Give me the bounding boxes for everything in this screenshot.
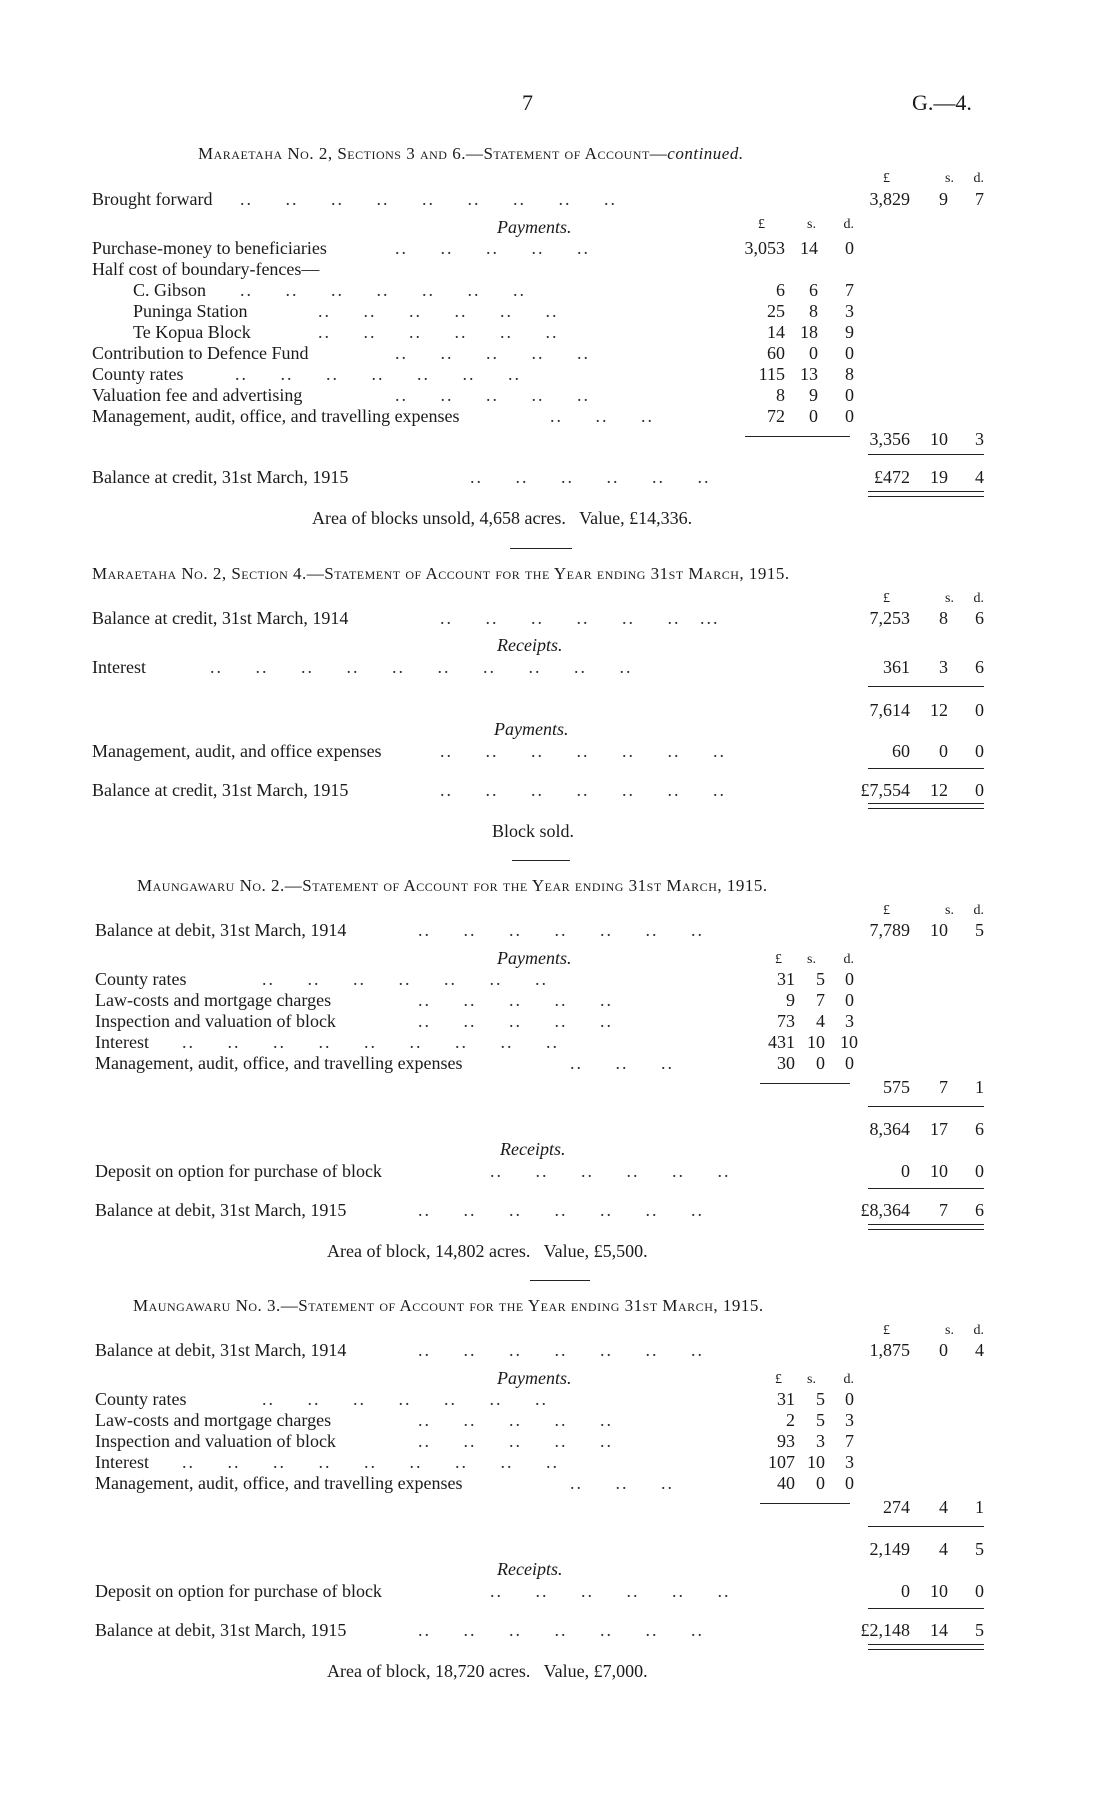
closing-balance-pence: 6	[975, 1200, 984, 1220]
line-item-pence: 3	[845, 1011, 854, 1031]
receipt-pence: 0	[975, 1581, 984, 1601]
leader-dots: .. .. .. .. ..	[418, 1012, 613, 1030]
payments-heading: Payments.	[497, 948, 572, 968]
line-item-pounds: 3,053	[744, 238, 785, 258]
receipt-label: Interest	[92, 657, 146, 677]
line-item-pence: 3	[845, 1452, 854, 1472]
line-item-shillings: 7	[816, 990, 825, 1010]
line-item-pounds: 73	[777, 1011, 795, 1031]
line-item-shillings: 6	[809, 280, 818, 300]
line-item-label: Interest	[95, 1452, 149, 1472]
leader-dots: .. .. .. .. .. .. .. .. .. ..	[210, 658, 633, 676]
opening-balance-pounds: 7,253	[869, 608, 910, 628]
outer-shilling-header: s.	[945, 171, 954, 186]
receipts-heading: Receipts.	[497, 635, 563, 655]
payments-heading: Payments.	[497, 1368, 572, 1388]
inner-pence-header: d.	[843, 952, 854, 967]
outer-shilling-header: s.	[945, 903, 954, 918]
opening-balance-shillings: 10	[930, 920, 948, 940]
line-item-shillings: 10	[807, 1032, 825, 1052]
page-number: 7	[522, 90, 533, 115]
line-item-shillings: 0	[816, 1473, 825, 1493]
leader-dots: .. .. .. .. ..	[418, 1411, 613, 1429]
total-rule	[868, 768, 984, 769]
line-item-pence: 0	[845, 385, 854, 405]
leader-dots: .. .. ..	[550, 407, 654, 425]
line-item-label: Purchase-money to beneficiaries	[92, 238, 327, 258]
leader-dots: .. .. .. .. ..	[418, 991, 613, 1009]
inner-pence-header: d.	[843, 1372, 854, 1387]
line-item-shillings: 10	[807, 1452, 825, 1472]
brought-forward-shillings: 9	[939, 189, 948, 209]
line-item-pounds: 9	[786, 990, 795, 1010]
leader-dots: .. .. .. .. ..	[395, 239, 590, 257]
opening-balance-label: Balance at credit, 31st March, 1914	[92, 608, 349, 628]
double-rule	[868, 1224, 984, 1230]
payments-heading: Payments.	[494, 719, 569, 739]
line-item-pence: 0	[845, 990, 854, 1010]
line-item-label: Inspection and valuation of block	[95, 1431, 336, 1451]
inner-pound-header: £	[775, 952, 782, 967]
payments-total-pence: 1	[975, 1497, 984, 1517]
closing-balance-shillings: 12	[930, 780, 948, 800]
line-item-pounds: 72	[767, 406, 785, 426]
line-item-shillings: 0	[809, 343, 818, 363]
section-footer: Block sold.	[492, 821, 575, 841]
line-item-label: County rates	[92, 364, 184, 384]
closing-balance-label: Balance at credit, 31st March, 1915	[92, 780, 349, 800]
subtotal-pence: 6	[975, 1119, 984, 1139]
leader-dots: .. .. .. .. .. ..	[318, 323, 559, 341]
line-item-pence: 9	[845, 322, 854, 342]
line-item-pence: 8	[845, 364, 854, 384]
total-rule	[868, 1106, 984, 1107]
outer-shilling-header: s.	[945, 1323, 954, 1338]
receipt-pence: 6	[975, 657, 984, 677]
double-rule	[868, 1644, 984, 1650]
document-reference: G.—4.	[912, 90, 972, 115]
closing-balance-pounds: £7,554	[860, 780, 910, 800]
leader-dots: .. .. .. .. .. .. ..	[418, 1621, 704, 1639]
subtotal-pence: 0	[975, 700, 984, 720]
line-item-pounds: 31	[777, 969, 795, 989]
total-rule	[868, 1188, 984, 1189]
line-item-label: C. Gibson	[133, 280, 207, 300]
leader-dots: .. .. .. .. ..	[418, 1432, 613, 1450]
line-item-label: Puninga Station	[133, 301, 248, 321]
closing-balance-shillings: 14	[930, 1620, 948, 1640]
section-footer: Area of block, 14,802 acres. Value, £5,500.	[327, 1241, 648, 1261]
line-item-pounds: 25	[767, 301, 785, 321]
closing-balance-pence: 5	[975, 1620, 984, 1640]
leader-dots: .. .. .. .. .. .. ...	[440, 609, 720, 627]
payments-total-pence: 3	[975, 429, 984, 449]
line-item-pounds: 40	[777, 1473, 795, 1493]
line-item-label: Management, audit, office, and travelling expenses	[95, 1053, 463, 1073]
line-item-pence: 3	[845, 301, 854, 321]
line-item-pounds: 31	[777, 1389, 795, 1409]
line-item-pounds: 431	[768, 1032, 795, 1052]
leader-dots: .. .. .. .. .. ..	[470, 468, 711, 486]
inner-shilling-header: s.	[807, 1372, 816, 1387]
double-rule	[868, 491, 984, 497]
closing-balance-pounds: £2,148	[860, 1620, 910, 1640]
leader-dots: .. .. .. .. .. .. ..	[262, 1390, 548, 1408]
line-item-label: Inspection and valuation of block	[95, 1011, 336, 1031]
payments-total-pounds: 274	[883, 1497, 910, 1517]
subtotal-shillings: 4	[939, 1539, 948, 1559]
leader-dots: .. .. .. .. .. ..	[318, 302, 559, 320]
line-item-pence: 7	[845, 1431, 854, 1451]
inner-shilling-header: s.	[807, 217, 816, 232]
line-item-pence: 0	[845, 343, 854, 363]
line-item-label: Management, audit, office, and travelling expenses	[92, 406, 460, 426]
line-item-pence: 0	[845, 238, 854, 258]
section-footer: Area of blocks unsold, 4,658 acres. Value, £14,336.	[312, 508, 693, 528]
opening-balance-pounds: 7,789	[869, 920, 910, 940]
line-item-pounds: 60	[767, 343, 785, 363]
line-item-label: Contribution to Defence Fund	[92, 343, 309, 363]
opening-balance-shillings: 0	[939, 1340, 948, 1360]
subtotal-shillings: 17	[930, 1119, 948, 1139]
receipt-pounds: 0	[901, 1581, 910, 1601]
line-item-label: Law-costs and mortgage charges	[95, 990, 332, 1010]
line-item-label: Law-costs and mortgage charges	[95, 1410, 332, 1430]
closing-balance-pence: 4	[975, 467, 984, 487]
receipt-label: Deposit on option for purchase of block	[95, 1161, 382, 1181]
total-rule	[868, 686, 984, 687]
leader-dots: .. .. .. .. .. .. .. .. ..	[240, 190, 617, 208]
line-item-shillings: 3	[816, 1431, 825, 1451]
section-separator	[510, 548, 572, 549]
payments-total-pence: 1	[975, 1077, 984, 1097]
leader-dots: .. .. .. .. .. .. ..	[235, 365, 521, 383]
closing-balance-label: Balance at credit, 31st March, 1915	[92, 467, 349, 487]
receipts-heading: Receipts.	[497, 1559, 563, 1579]
receipt-pounds: 361	[883, 657, 910, 677]
leader-dots: .. .. ..	[570, 1054, 674, 1072]
double-rule	[868, 803, 984, 809]
opening-balance-pence: 6	[975, 608, 984, 628]
payment-shillings: 0	[939, 741, 948, 761]
brought-forward-pence: 7	[975, 189, 984, 209]
opening-balance-shillings: 8	[939, 608, 948, 628]
payment-pence: 0	[975, 741, 984, 761]
section-title: Maungawaru No. 2.—Statement of Account for the Year ending 31st March, 1915.	[137, 876, 768, 895]
subtotal-pounds: 2,149	[869, 1539, 910, 1559]
leader-dots: .. .. .. .. .. ..	[490, 1162, 731, 1180]
line-item-label: Te Kopua Block	[133, 322, 251, 342]
line-item-shillings: 18	[800, 322, 818, 342]
leader-dots: .. .. .. .. .. .. ..	[240, 281, 526, 299]
section-title: Maungawaru No. 3.—Statement of Account for the Year ending 31st March, 1915.	[133, 1296, 764, 1315]
payment-label: Management, audit, and office expenses	[92, 741, 382, 761]
line-item-shillings: 13	[800, 364, 818, 384]
closing-balance-label: Balance at debit, 31st March, 1915	[95, 1620, 347, 1640]
leader-dots: .. .. .. .. ..	[395, 344, 590, 362]
outer-shilling-header: s.	[945, 591, 954, 606]
line-item-pounds: 6	[776, 280, 785, 300]
line-item-pounds: 115	[758, 364, 785, 384]
section-separator	[512, 860, 570, 861]
closing-balance-shillings: 7	[939, 1200, 948, 1220]
closing-balance-label: Balance at debit, 31st March, 1915	[95, 1200, 347, 1220]
section-title: Maraetaha No. 2, Sections 3 and 6.—Statement of Account—continued.	[198, 144, 744, 163]
line-item-label: Valuation fee and advertising	[92, 385, 303, 405]
line-item-pounds: 14	[767, 322, 785, 342]
receipt-label: Deposit on option for purchase of block	[95, 1581, 382, 1601]
line-item-pence: 3	[845, 1410, 854, 1430]
payments-total-shillings: 4	[939, 1497, 948, 1517]
outer-pence-header: d.	[973, 903, 984, 918]
receipt-shillings: 10	[930, 1581, 948, 1601]
outer-pence-header: d.	[973, 591, 984, 606]
opening-balance-pounds: 1,875	[869, 1340, 910, 1360]
line-item-label: County rates	[95, 969, 187, 989]
line-item-pounds: 93	[777, 1431, 795, 1451]
receipt-pence: 0	[975, 1161, 984, 1181]
outer-pound-header: £	[883, 591, 890, 606]
subtotal-pounds: 8,364	[869, 1119, 910, 1139]
line-item-shillings: 5	[816, 969, 825, 989]
section-footer: Area of block, 18,720 acres. Value, £7,000.	[327, 1661, 648, 1681]
outer-pound-header: £	[883, 903, 890, 918]
payments-total-pounds: 3,356	[869, 429, 910, 449]
total-rule	[868, 1608, 984, 1609]
line-item-label: Half cost of boundary-fences—	[92, 259, 320, 279]
line-item-shillings: 14	[800, 238, 818, 258]
brought-forward-pounds: 3,829	[869, 189, 910, 209]
total-rule	[868, 1526, 984, 1527]
inner-pound-header: £	[775, 1372, 782, 1387]
outer-pence-header: d.	[973, 171, 984, 186]
leader-dots: .. .. .. .. .. .. ..	[418, 921, 704, 939]
closing-balance-pounds: £472	[874, 467, 910, 487]
section-title: Maraetaha No. 2, Section 4.—Statement of Account for the Year ending 31st March, 1915.	[92, 564, 790, 583]
line-item-pence: 0	[845, 1389, 854, 1409]
leader-dots: .. .. .. .. .. .. ..	[418, 1341, 704, 1359]
subtotal-rule	[745, 436, 850, 437]
opening-balance-label: Balance at debit, 31st March, 1914	[95, 1340, 347, 1360]
leader-dots: .. .. .. .. .. .. ..	[440, 781, 726, 799]
leader-dots: .. .. .. .. .. .. .. .. ..	[182, 1453, 559, 1471]
line-item-shillings: 0	[816, 1053, 825, 1073]
outer-pence-header: d.	[973, 1323, 984, 1338]
line-item-pence: 0	[845, 1053, 854, 1073]
leader-dots: .. .. .. .. .. .. ..	[262, 970, 548, 988]
closing-balance-shillings: 19	[930, 467, 948, 487]
line-item-pence: 7	[845, 280, 854, 300]
opening-balance-pence: 4	[975, 1340, 984, 1360]
line-item-shillings: 4	[816, 1011, 825, 1031]
leader-dots: .. .. .. .. .. .. ..	[440, 742, 726, 760]
closing-balance-pence: 0	[975, 780, 984, 800]
leader-dots: .. .. .. .. .. ..	[490, 1582, 731, 1600]
line-item-pounds: 30	[777, 1053, 795, 1073]
line-item-label: Interest	[95, 1032, 149, 1052]
receipt-shillings: 10	[930, 1161, 948, 1181]
inner-pound-header: £	[758, 217, 765, 232]
line-item-shillings: 5	[816, 1389, 825, 1409]
outer-pound-header: £	[883, 171, 890, 186]
subtotal-shillings: 12	[930, 700, 948, 720]
leader-dots: .. .. .. .. .. .. .. .. ..	[182, 1033, 559, 1051]
section-separator	[530, 1280, 590, 1281]
payments-total-pounds: 575	[883, 1077, 910, 1097]
inner-pence-header: d.	[843, 217, 854, 232]
receipt-shillings: 3	[939, 657, 948, 677]
line-item-pounds: 107	[768, 1452, 795, 1472]
line-item-shillings: 9	[809, 385, 818, 405]
payments-heading: Payments.	[497, 217, 572, 237]
line-item-pounds: 8	[776, 385, 785, 405]
opening-balance-pence: 5	[975, 920, 984, 940]
receipts-heading: Receipts.	[500, 1139, 566, 1159]
subtotal-rule	[760, 1083, 850, 1084]
line-item-shillings: 8	[809, 301, 818, 321]
leader-dots: .. .. .. .. ..	[395, 386, 590, 404]
line-item-pounds: 2	[786, 1410, 795, 1430]
outer-pound-header: £	[883, 1323, 890, 1338]
line-item-pence: 10	[840, 1032, 858, 1052]
line-item-label: County rates	[95, 1389, 187, 1409]
line-item-shillings: 0	[809, 406, 818, 426]
line-item-pence: 0	[845, 1473, 854, 1493]
payments-total-shillings: 7	[939, 1077, 948, 1097]
leader-dots: .. .. ..	[570, 1474, 674, 1492]
leader-dots: .. .. .. .. .. .. ..	[418, 1201, 704, 1219]
closing-balance-pounds: £8,364	[860, 1200, 910, 1220]
line-item-shillings: 5	[816, 1410, 825, 1430]
subtotal-pence: 5	[975, 1539, 984, 1559]
total-rule	[868, 454, 984, 455]
line-item-label: Management, audit, office, and travelling expenses	[95, 1473, 463, 1493]
subtotal-pounds: 7,614	[869, 700, 910, 720]
payment-pounds: 60	[892, 741, 910, 761]
line-item-pence: 0	[845, 969, 854, 989]
receipt-pounds: 0	[901, 1161, 910, 1181]
brought-forward-label: Brought forward	[92, 189, 213, 209]
inner-shilling-header: s.	[807, 952, 816, 967]
line-item-pence: 0	[845, 406, 854, 426]
payments-total-shillings: 10	[930, 429, 948, 449]
subtotal-rule	[760, 1503, 850, 1504]
opening-balance-label: Balance at debit, 31st March, 1914	[95, 920, 347, 940]
